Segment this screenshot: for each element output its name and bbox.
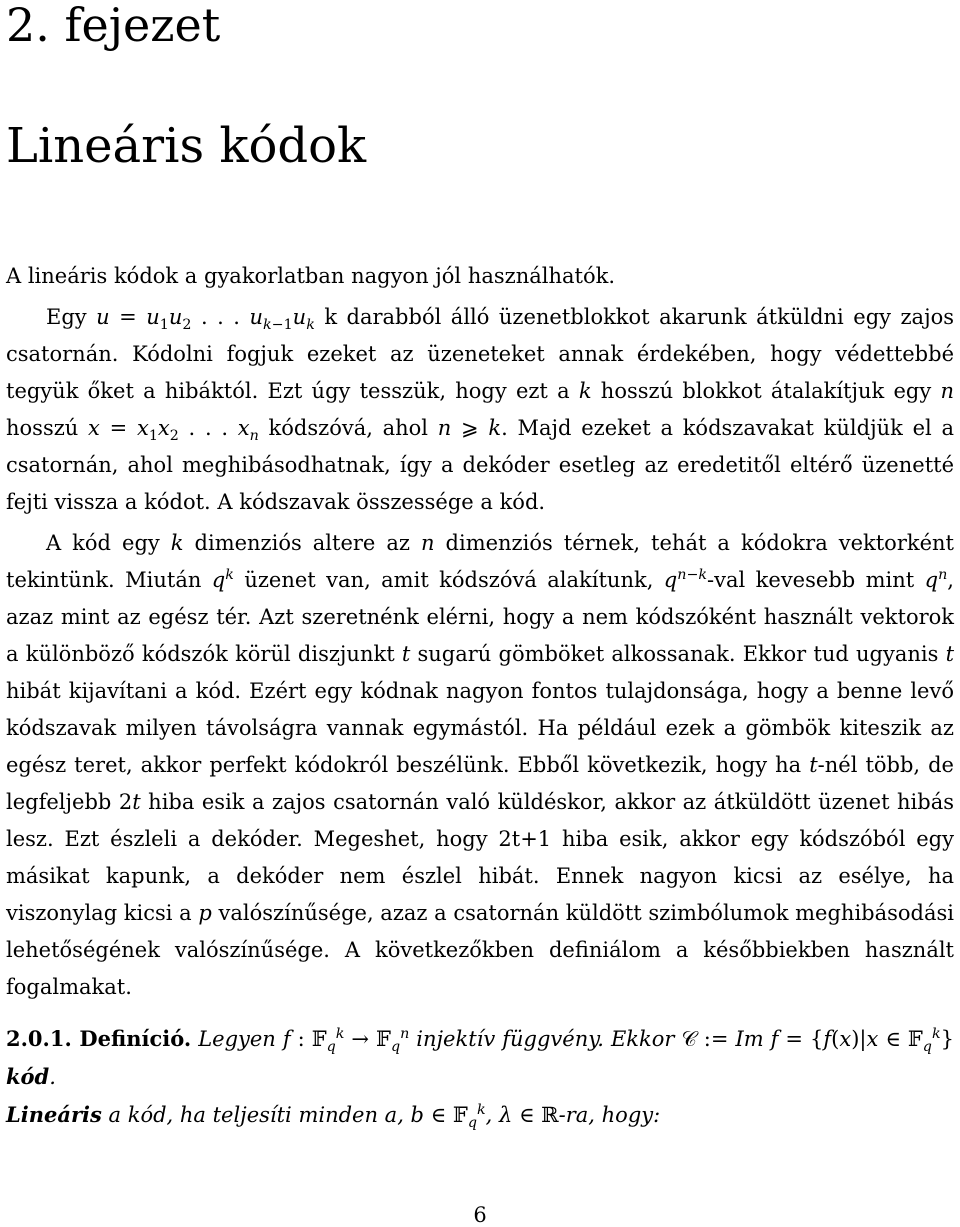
- bold-linearis: Lineáris: [6, 1102, 102, 1127]
- intro-paragraph: A lineáris kódok a gyakorlatban nagyon jól használhatók.: [6, 264, 615, 288]
- body-text: [6, 258, 954, 1134]
- math-linear-cond: a, b ∈ 𝔽$_q^k$, λ ∈ ℝ: [384, 1102, 559, 1132]
- page-number: 6: [473, 1203, 487, 1227]
- math-code-def: 𝒞 := Im f = {f(x)|x ∈ 𝔽$_q^k$}: [681, 1026, 954, 1056]
- bold-kod: kód: [6, 1064, 50, 1089]
- chapter-heading: 2. fejezet: [6, 0, 221, 52]
- definition-label: 2.0.1. Definíció.: [6, 1026, 192, 1051]
- math-u-block: $u = u_1u_2$ . . . $u_{k-1}u_k$: [96, 305, 315, 334]
- math-function-def: f : 𝔽$_q^k$ → 𝔽$_q^n$: [282, 1026, 410, 1056]
- paragraph-1: Egy $u = u_1u_2$ . . . $u_{k-1}u_k$ k darabból álló üzenetblokkot akarunk átküldni egy zajos csatornán. Kódolni fogjuk ezeket az üzeneteket annak érdekében, hogy védettebbé tegyük őket a hibáktól. Ezt úgy tesszük, hogy ezt a k hosszú blokkot átalakítjuk egy n hosszú $x = x_1x_2$ . . . $x_n$ kódszóvá, ahol n ⩾ k. Majd ezeket a kódszavakat küldjük el a csatornán, ahol meghibásodhatnak, így a dekóder esetleg az eredetitől eltérő üzenetté fejti vissza a kódot. A kódszavak összessége a kód.: [6, 305, 954, 514]
- math-x-codeword: $x = x_1x_2$ . . . $x_n$: [88, 416, 259, 445]
- chapter-title: Lineáris kódok: [6, 118, 367, 174]
- paragraph-2: A kód egy k dimenziós altere az n dimenziós térnek, tehát a kódokra vektorként tekintünk. Miután $q^k$ üzenet van, amit kódszóvá alakítunk, $q^{n-k}$-val kevesebb mint $q^n$, azaz mint az egész tér. Azt szeretnénk elérni, hogy a nem kódszóként használt vektorok a különböző kódszók körül diszjunkt t sugarú gömböket alkossanak. Ekkor tud ugyanis t hibát kijavítani a kód. Ezért egy kódnak nagyon fontos tulajdonsága, hogy a benne levő kódszavak milyen távolságra vannak egymástól. Ha például ezek a gömbök kiteszik az egész teret, akkor perfekt kódokról beszélünk. Ebből következik, hogy ha t-nél több, de legfeljebb 2t hiba esik a zajos csatornán való küldéskor, akkor az átküldött üzenet hibás lesz. Ezt észleli a dekóder. Megeshet, hogy 2t+1 hiba esik, akkor egy kódszóból egy másikat kapunk, a dekóder nem észlel hibát. Ennek nagyon kicsi az esélye, ha viszonylag kicsi a p valószínűsége, azaz a csatornán küldött szimbólumok meghibásodási lehetőségének valószínűsége. A következőkben definiálom a későbbiekben használt fogalmakat.: [6, 531, 955, 999]
- definition-2-0-1: 2.0.1. Definíció. Legyen f : 𝔽$_q^k$ → 𝔽$_q^n$ injektív függvény. Ekkor 𝒞 := Im f = {f(x)|x ∈ 𝔽$_q^k$} kód. Lineáris a kód, ha teljesíti minden a, b ∈ 𝔽$_q^k$, λ ∈ ℝ-ra, hogy:: [6, 1026, 954, 1132]
